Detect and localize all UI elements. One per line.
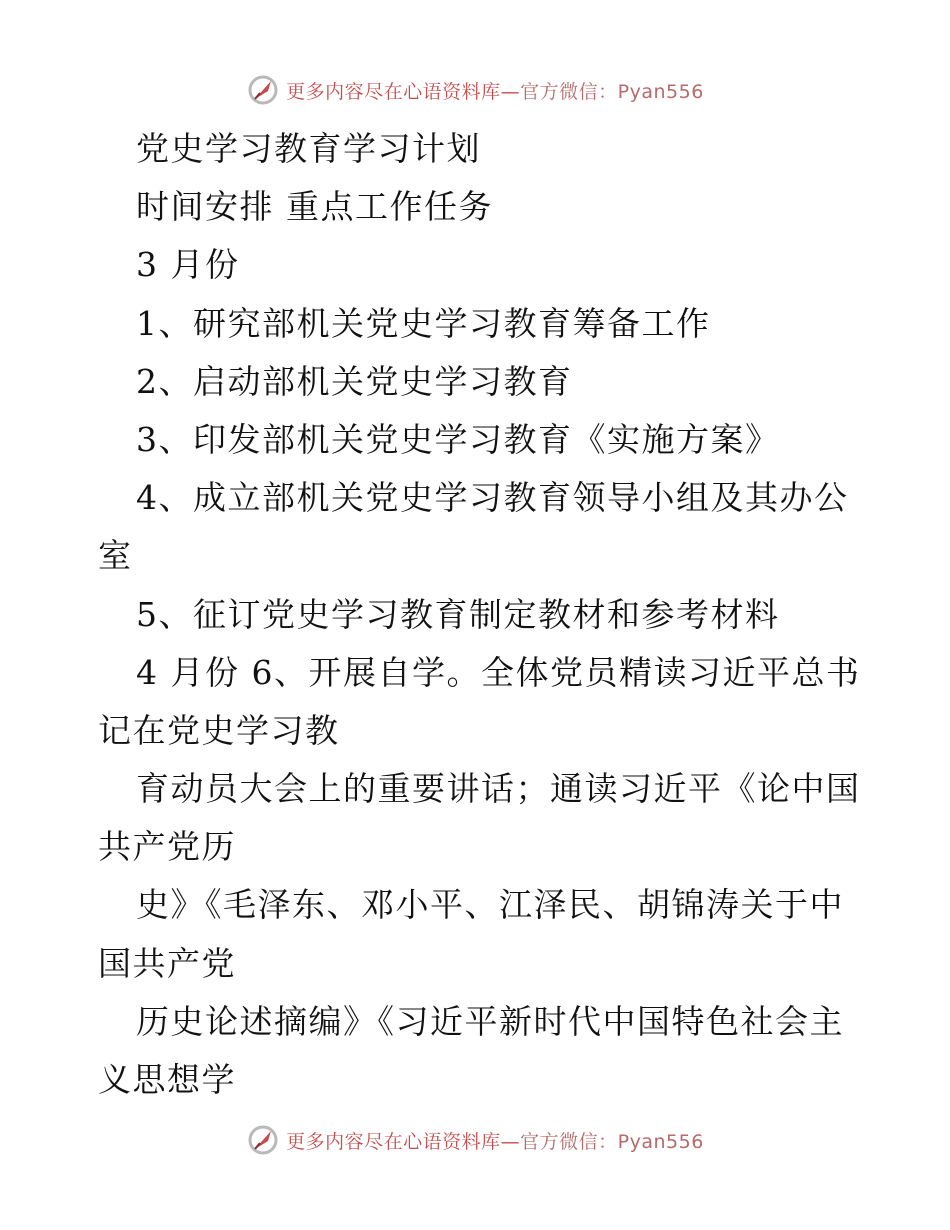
month-label: 3 月份 <box>136 245 240 285</box>
paragraph-line: 育动员大会上的重要讲话；通读习近平《论中国 <box>136 769 861 809</box>
paragraph-line: 史》《毛泽东、邓小平、江泽民、胡锦涛关于中 <box>136 885 844 925</box>
task-item: 5、征订党史学习教育制定教材和参考材料 <box>136 594 780 634</box>
task-item: 1、研究部机关党史学习教育筹备工作 <box>136 303 711 343</box>
paragraph-line-continuation: 义思想学 <box>98 1060 236 1099</box>
paragraph-line-continuation: 共产党历 <box>98 827 236 867</box>
document-title: 党史学习教育学习计划 <box>136 129 481 168</box>
paragraph-line: 历史论述摘编》《习近平新时代中国特色社会主 <box>136 1001 844 1041</box>
header-banner <box>0 70 950 110</box>
document-body <box>98 120 861 1109</box>
task-item: 2、启动部机关党史学习教育 <box>136 361 573 401</box>
task-item: 4 月份 6、开展自学。全体党员精读习近平总书 <box>136 652 861 692</box>
feather-pen-logo-icon <box>246 1123 280 1157</box>
feather-pen-logo-icon <box>246 73 280 107</box>
task-item: 3、印发部机关党史学习教育《实施方案》 <box>136 419 780 459</box>
table-header-line: 时间安排 重点工作任务 <box>136 187 493 227</box>
task-item-continuation: 记在党史学习教 <box>98 710 340 750</box>
task-item-continuation: 室 <box>98 536 133 576</box>
paragraph-line-continuation: 国共产党 <box>98 943 236 983</box>
footer-banner-text: 更多内容尽在心语资料库—官方微信：Pyan556 <box>286 1130 704 1153</box>
header-banner-text: 更多内容尽在心语资料库—官方微信：Pyan556 <box>286 80 704 103</box>
task-item: 4、成立部机关党史学习教育领导小组及其办公 <box>136 478 849 518</box>
footer-banner <box>0 1120 950 1160</box>
